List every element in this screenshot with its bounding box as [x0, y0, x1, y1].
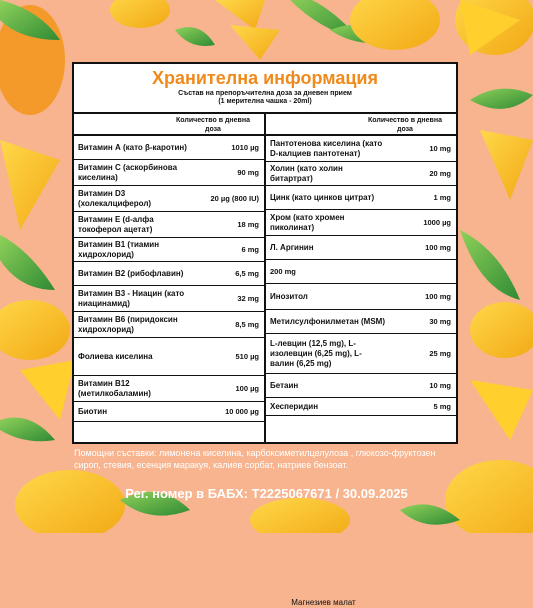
mango-icon — [0, 300, 70, 360]
table-row — [266, 210, 456, 236]
subtitle-line-2: (1 мерителна чашка - 20ml) — [218, 98, 312, 105]
nutrient-amount: 8,5 mg — [235, 320, 259, 329]
registration-number: Рег. номер в БАБХ: Т2225067671 / 30.09.2025 — [125, 486, 408, 501]
nutrient-name: Витамин В1 (тиамин хидрохлорид) — [78, 239, 160, 259]
nutrient-name: Витамин В6 (пиридоксин хидрохлорид) — [78, 314, 178, 334]
table-row — [74, 376, 264, 402]
table-row — [74, 186, 264, 212]
table-row — [266, 186, 456, 210]
mango-slice-icon — [0, 140, 60, 230]
table-row — [266, 374, 456, 398]
column-header — [74, 112, 264, 136]
mango-slice-icon — [480, 130, 533, 200]
mango-slice-icon — [215, 0, 265, 30]
nutrient-amount: 100 mg — [425, 243, 451, 252]
nutrient-name: Витамин В12 (метилкобаламин) — [78, 378, 151, 398]
table-row — [266, 334, 456, 374]
nutrient-name: Витамин С (аскорбинова киселина) — [78, 162, 178, 182]
table-row — [74, 136, 264, 160]
table-row — [74, 338, 264, 376]
nutrient-amount: 1 mg — [433, 193, 451, 202]
subtitle-line-1: Състав на препоръчителна доза за дневен прием — [178, 90, 352, 97]
nutrient-name: Инозитол — [270, 291, 308, 301]
table-row — [74, 286, 264, 312]
leaf-icon — [175, 27, 215, 46]
nutrient-name: Витамин D3 (холекалциферол) — [78, 188, 152, 208]
ingredients-note: Помощни съставки: лимонена киселина, карбоксиметилцелулоза , глюкозо-фруктозен сироп, стевия, есенция маракуя, калиев сорбат, натриев бензоат. — [74, 448, 436, 470]
nutrient-name: Витамин В3 - Ниацин (като ниацинамид) — [78, 288, 185, 308]
mango-slice-icon — [20, 360, 75, 420]
nutrient-amount: 1000 µg — [423, 218, 451, 227]
mango-slice-icon — [230, 25, 280, 60]
nutrient-name: Витамин Е (d-алфа токоферол ацетат) — [78, 214, 154, 234]
mango-icon — [470, 302, 533, 358]
nutrient-amount: 10 mg — [429, 381, 451, 390]
nutrient-name: Хесперидин — [270, 401, 319, 411]
leaf-icon — [460, 230, 520, 300]
table-row — [74, 160, 264, 186]
mango-icon — [15, 470, 125, 533]
nutrient-name: Метилсулфонилметан (MSM) — [270, 316, 385, 326]
nutrient-name: Магнезиев малат — [291, 598, 356, 607]
table-row — [74, 212, 264, 238]
table-row — [266, 236, 456, 260]
nutrient-amount: 100 mg — [425, 292, 451, 301]
nutrient-amount: 10 000 µg — [225, 407, 259, 416]
leaf-icon — [0, 418, 55, 442]
table-row — [74, 262, 264, 286]
nutrient-amount: 200 mg — [270, 267, 296, 276]
nutrient-name: Витамин А (като β-каротин) — [78, 142, 187, 152]
nutrient-name: Л. Аргинин — [270, 242, 314, 252]
nutrient-amount: 90 mg — [237, 168, 259, 177]
panel-subtitle — [74, 90, 456, 106]
nutrient-amount: 6,5 mg — [235, 269, 259, 278]
column-header-label: Количество в дневна доза — [368, 117, 442, 133]
panel-title: Хранителна информация — [151, 68, 379, 88]
nutrient-name: Витамин В2 (рибофлавин) — [78, 268, 184, 278]
column-header-label: Количество в дневна доза — [176, 117, 250, 133]
nutrient-name: Фолиева киселина — [78, 351, 153, 361]
nutrient-amount: 5 mg — [433, 402, 451, 411]
table-row — [266, 162, 456, 186]
nutrient-name: Пантотенова киселина (като D-калциев пантотенат) — [270, 138, 383, 158]
nutrient-amount: 32 mg — [237, 294, 259, 303]
nutrient-amount: 510 µg — [235, 352, 259, 361]
nutrient-amount: 20 µg (800 IU) — [210, 194, 259, 203]
mango-icon — [110, 0, 170, 28]
nutrient-name: Цинк (като цинков цитрат) — [270, 192, 375, 202]
left-column — [74, 112, 266, 442]
leaf-icon — [0, 235, 55, 290]
nutrient-name: Биотин — [78, 406, 108, 416]
nutrient-amount: 1010 µg — [231, 143, 259, 152]
table-row — [74, 312, 264, 338]
table-row — [266, 398, 456, 416]
nutrient-name: Хром (като хромен пиколинат) — [270, 212, 345, 232]
nutrient-amount: 100 µg — [235, 384, 259, 393]
mango-slice-icon — [470, 380, 533, 440]
table-row — [74, 402, 264, 422]
column-header — [266, 112, 456, 136]
nutrient-amount: 10 mg — [429, 144, 451, 153]
table-row — [266, 284, 456, 310]
nutrient-name: Холин (като холин битартрат) — [270, 163, 343, 183]
nutrient-amount: 25 mg — [429, 349, 451, 358]
leaf-icon — [470, 89, 533, 109]
nutrient-amount: 30 mg — [429, 317, 451, 326]
nutrient-amount: 18 mg — [237, 220, 259, 229]
table-row — [266, 310, 456, 334]
nutrient-name: L-левцин (12,5 mg), L-изолевцин (6,25 mg), L-валин (6,25 mg) — [270, 338, 362, 368]
nutrient-amount: 20 mg — [429, 169, 451, 178]
mango-icon — [250, 498, 350, 533]
nutrient-amount: 6 mg — [241, 245, 259, 254]
table-row — [74, 238, 264, 262]
nutrient-name: Бетаин — [270, 380, 299, 390]
table-row — [266, 136, 456, 162]
